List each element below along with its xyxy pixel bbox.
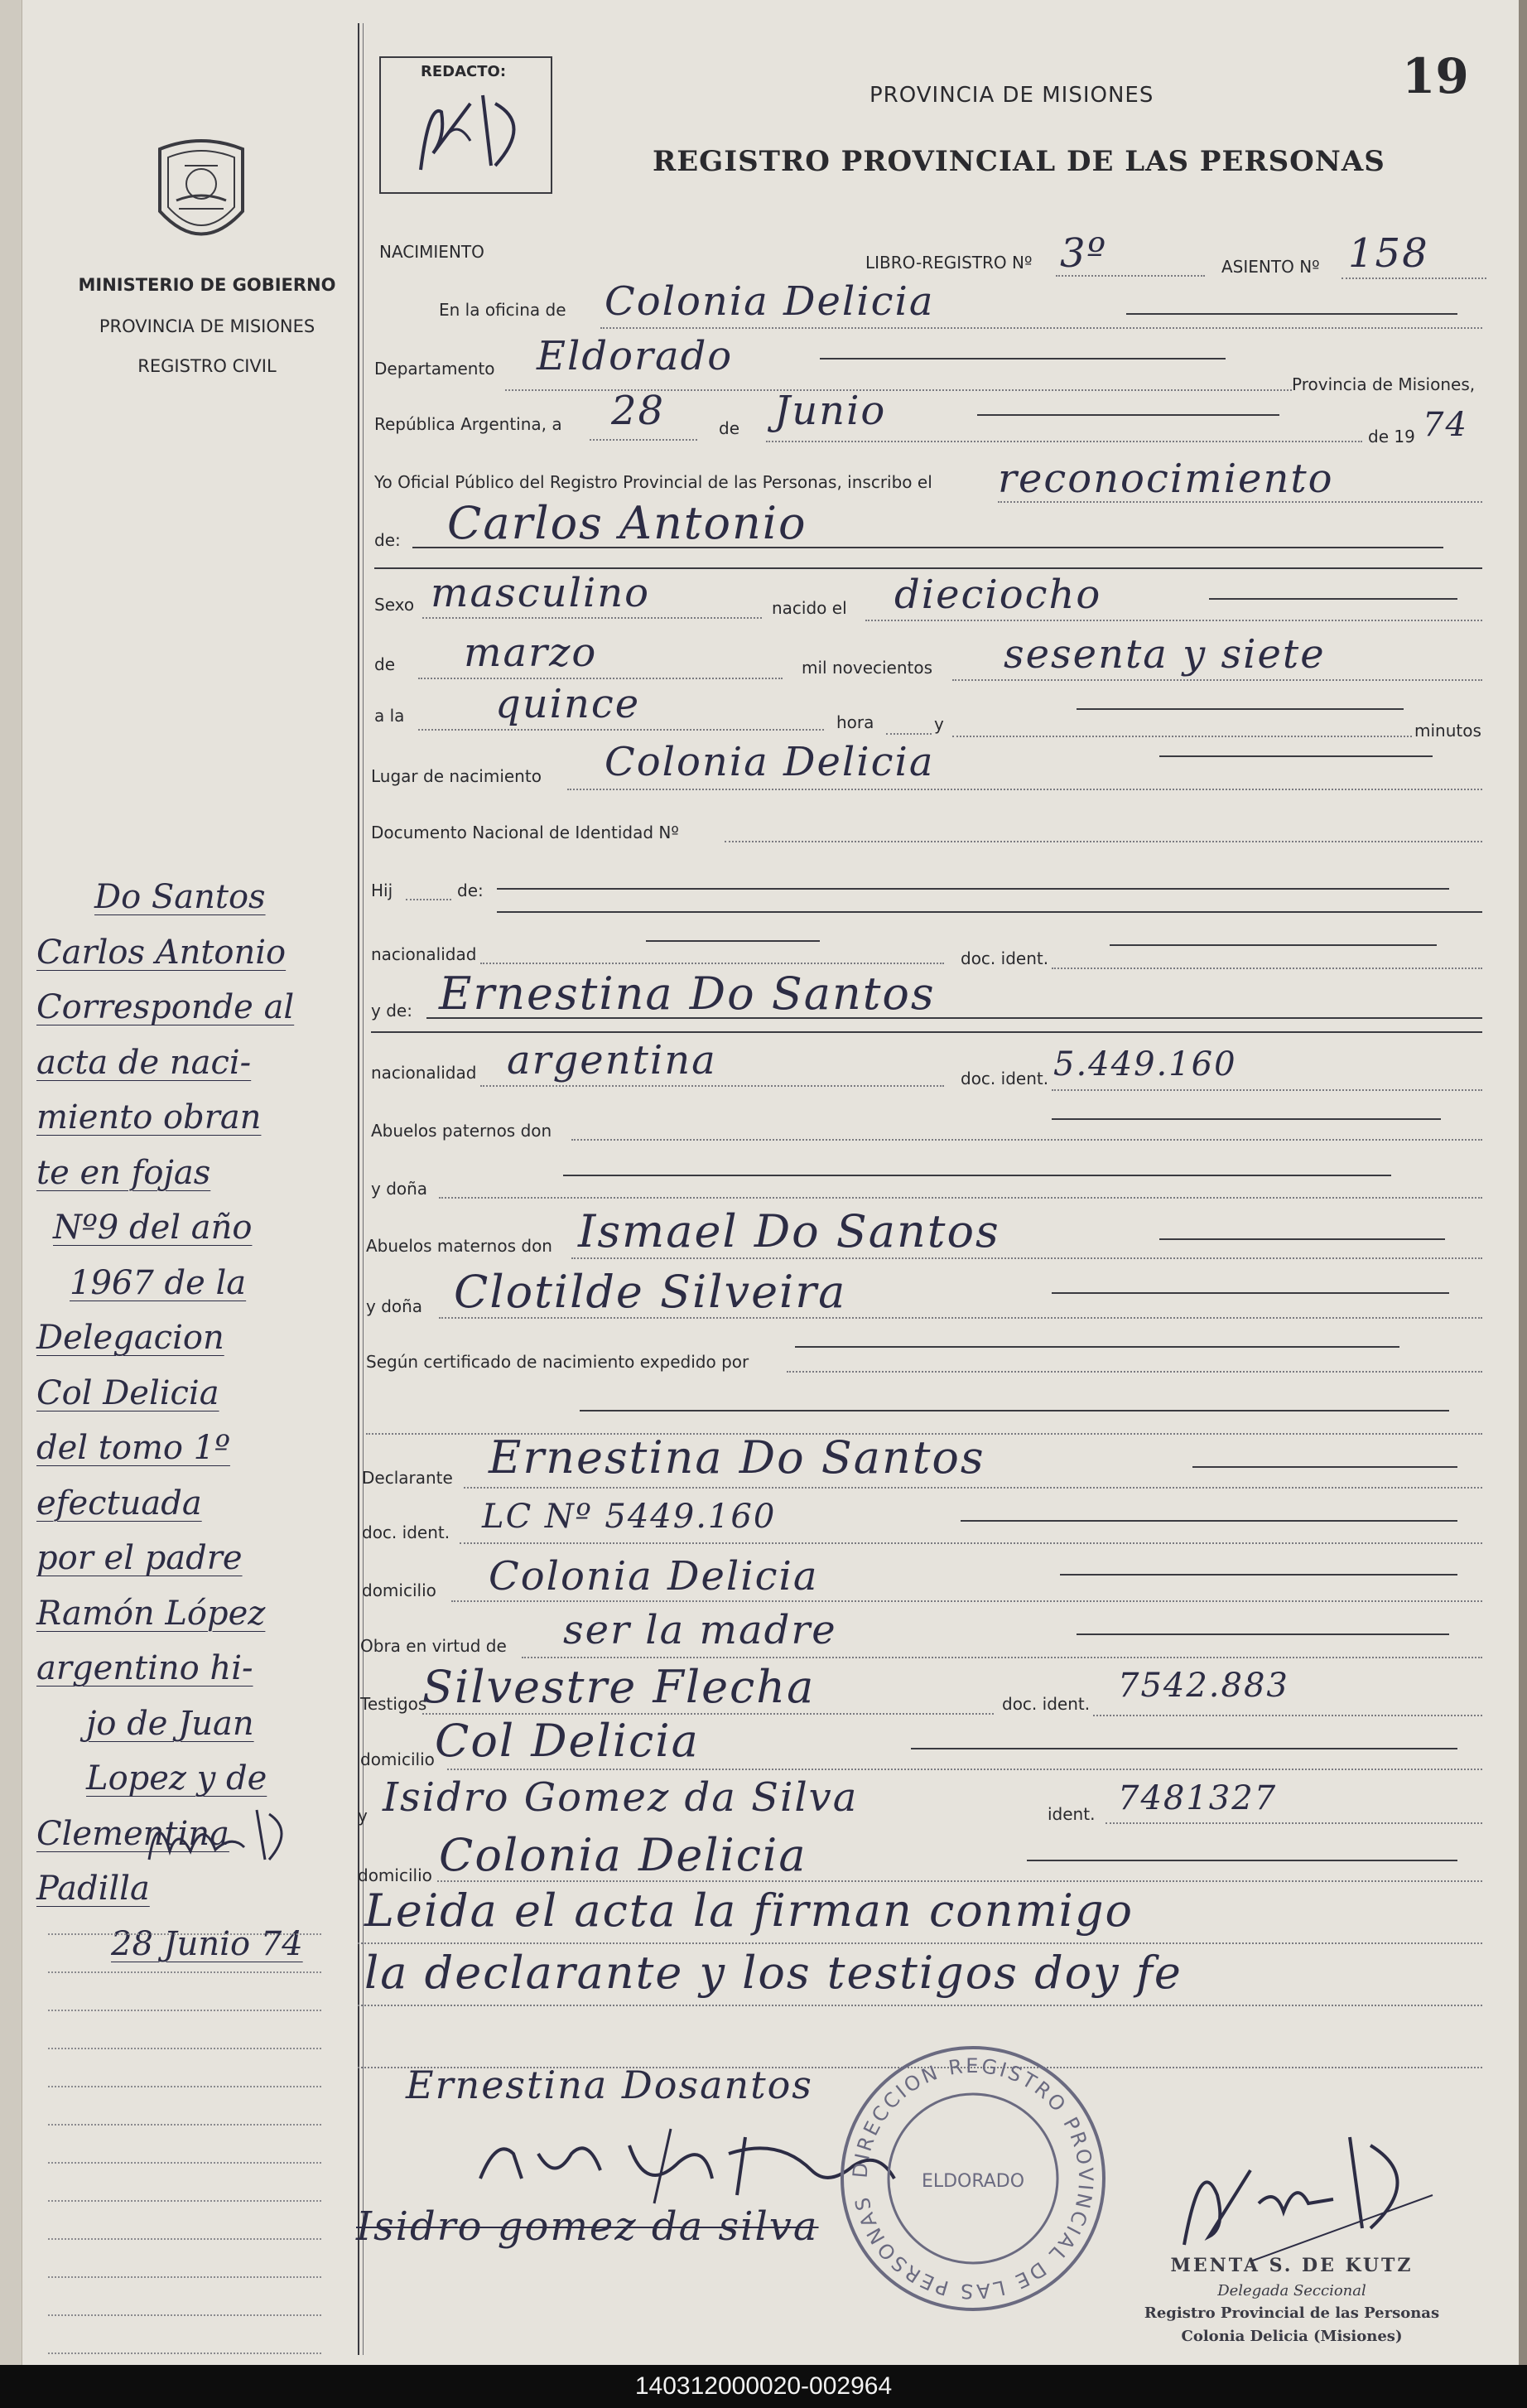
marginal-note-line: Padilla bbox=[36, 1870, 150, 1908]
sexo-label: Sexo bbox=[374, 595, 415, 615]
doc-ident-declarante-value: LC Nº 5449.160 bbox=[482, 1498, 777, 1536]
mes-nac-value: marzo bbox=[464, 630, 598, 676]
nacimiento-label: NACIMIENTO bbox=[379, 242, 484, 262]
closing-line-1: Leida el acta la firman conmigo bbox=[364, 1884, 1134, 1937]
doc-ident-testigo1-value: 7542.883 bbox=[1118, 1667, 1289, 1705]
marginal-note-line: por el padre bbox=[36, 1539, 243, 1577]
hij-label: Hij bbox=[371, 881, 393, 900]
nacionalidad-label: nacionalidad bbox=[371, 944, 477, 964]
dia-value: 28 bbox=[611, 388, 666, 434]
domicilio-testigo1-label: domicilio bbox=[360, 1749, 435, 1769]
de-nombre-label: de: bbox=[374, 530, 401, 550]
nombre-value: Carlos Antonio bbox=[447, 497, 807, 549]
registry-title: REGISTRO PROVINCIAL DE LAS PERSONAS bbox=[653, 145, 1385, 178]
domicilio-value: Colonia Delicia bbox=[489, 1553, 819, 1600]
abuelos-maternos-label: Abuelos maternos don bbox=[366, 1236, 552, 1256]
testigo2-value: Isidro Gomez da Silva bbox=[383, 1774, 859, 1821]
oficina-label: En la oficina de bbox=[439, 300, 566, 320]
yo-oficial-label: Yo Oficial Público del Registro Provincial de las Personas, inscribo el bbox=[374, 472, 932, 492]
domicilio-label: domicilio bbox=[362, 1580, 436, 1600]
de-label: de bbox=[719, 418, 739, 438]
nacionalidad-madre-label: nacionalidad bbox=[371, 1063, 477, 1083]
y-de-label: y de: bbox=[371, 1001, 412, 1021]
marginal-note-line: argentino hi- bbox=[36, 1649, 253, 1687]
anio-label: de 19 bbox=[1368, 427, 1415, 446]
marginal-note-line: Ramón López bbox=[36, 1594, 266, 1633]
registro-civil-label: REGISTRO CIVIL bbox=[137, 356, 277, 376]
marginal-note-line: del tomo 1º bbox=[36, 1429, 230, 1467]
asiento-label: ASIENTO Nº bbox=[1221, 257, 1320, 277]
marginal-note-line: 28 Junio 74 bbox=[111, 1924, 303, 1963]
redacto-initials bbox=[396, 87, 537, 182]
marginal-note-line: Col Delicia bbox=[36, 1373, 219, 1412]
marginal-note-line: efectuada bbox=[36, 1484, 202, 1522]
doc-ident-madre-value: 5.449.160 bbox=[1053, 1045, 1237, 1083]
anio-value: 74 bbox=[1423, 406, 1468, 444]
mes-value: Junio bbox=[774, 388, 887, 434]
image-code-footer: 140312000020-002964 bbox=[0, 2365, 1527, 2408]
hora-value: quince bbox=[495, 681, 641, 727]
stamp-ring-text: DIRECCION REGISTRO PROVINCIAL DE LAS PERSONAS bbox=[848, 2053, 1098, 2304]
ident-testigo2-label: ident. bbox=[1048, 1804, 1096, 1824]
signature-ernestina: Ernestina Dosantos bbox=[406, 2063, 813, 2107]
domicilio-testigo1-value: Col Delicia bbox=[435, 1715, 700, 1767]
departamento-value: Eldorado bbox=[537, 333, 734, 379]
doc-ident-madre-label: doc. ident. bbox=[961, 1069, 1049, 1088]
closing-line-2: la declarante y los testigos doy fe bbox=[364, 1947, 1183, 1999]
abuelos-maternos-value: Ismael Do Santos bbox=[578, 1205, 1000, 1257]
hora-label: hora bbox=[836, 712, 874, 732]
mil-novecientos-label: mil novecientos bbox=[802, 658, 933, 678]
y-testigo2-label: y bbox=[358, 1806, 368, 1826]
province-seal-icon bbox=[147, 133, 255, 257]
nacionalidad-madre-value: argentina bbox=[507, 1037, 717, 1083]
obra-label: Obra en virtud de bbox=[360, 1636, 507, 1656]
oficina-value: Colonia Delicia bbox=[605, 278, 935, 325]
page-number: 19 bbox=[1402, 48, 1469, 104]
official-signature bbox=[1151, 2121, 1441, 2270]
anio-nac-value: sesenta y siete bbox=[1004, 631, 1326, 678]
lugar-value: Colonia Delicia bbox=[605, 739, 935, 785]
marginal-note-line: te en fojas bbox=[36, 1153, 211, 1192]
libro-value: 3º bbox=[1060, 230, 1108, 277]
marginal-signature bbox=[132, 1802, 298, 1876]
marginal-note-line: Clementina bbox=[36, 1814, 229, 1853]
official-role: Delegada Seccional bbox=[1217, 2282, 1366, 2299]
official-place: Colonia Delicia (Misiones) bbox=[1181, 2328, 1403, 2345]
declarante-value: Ernestina Do Santos bbox=[489, 1431, 985, 1484]
y-dona-materna-value: Clotilde Silveira bbox=[454, 1266, 847, 1318]
signature-isidro: Isidro gomez da silva bbox=[356, 2203, 819, 2250]
marginal-note-line: Nº9 del año bbox=[53, 1209, 253, 1247]
marginal-note-line: Lopez y de bbox=[86, 1759, 267, 1798]
marginal-note-line: Delegacion bbox=[36, 1319, 224, 1357]
segun-certificado-label: Según certificado de nacimiento expedido por bbox=[366, 1352, 749, 1372]
stamp-center-text: ELDORADO bbox=[921, 2171, 1025, 2192]
testigo1-value: Silvestre Flecha bbox=[422, 1661, 816, 1713]
registry-stamp bbox=[836, 2042, 1110, 2315]
marginal-note-line: 1967 de la bbox=[70, 1263, 247, 1302]
marginal-note-line: miento obran bbox=[36, 1098, 262, 1136]
lugar-label: Lugar de nacimiento bbox=[371, 766, 542, 786]
marginal-note-line: jo de Juan bbox=[86, 1704, 254, 1743]
yo-value: reconocimiento bbox=[998, 456, 1334, 502]
y-dona-materna-label: y doña bbox=[366, 1296, 423, 1316]
marginal-note-line: Carlos Antonio bbox=[36, 933, 287, 972]
nacido-label: nacido el bbox=[772, 598, 847, 618]
marginal-note-line: Do Santos bbox=[94, 878, 266, 916]
province-heading: PROVINCIA DE MISIONES bbox=[869, 83, 1154, 108]
y-dona-label: y doña bbox=[371, 1179, 428, 1199]
page-edge bbox=[1519, 0, 1527, 2365]
departamento-label: Departamento bbox=[374, 359, 495, 379]
official-office: Registro Provincial de las Personas bbox=[1144, 2304, 1440, 2322]
domicilio-testigo2-value: Colonia Delicia bbox=[439, 1829, 807, 1881]
dni-label: Documento Nacional de Identidad Nº bbox=[371, 823, 679, 842]
doc-ident-label: doc. ident. bbox=[961, 948, 1049, 968]
page-binding bbox=[0, 0, 22, 2365]
testigos-label: Testigos bbox=[360, 1694, 427, 1714]
ministerio-label: MINISTERIO DE GOBIERNO bbox=[78, 275, 336, 295]
marginal-note-line: Corresponde al bbox=[36, 988, 295, 1026]
doc-ident-declarante-label: doc. ident. bbox=[362, 1522, 450, 1542]
official-name: MENTA S. DE KUTZ bbox=[1170, 2255, 1414, 2276]
abuelos-paternos-label: Abuelos paternos don bbox=[371, 1121, 552, 1141]
hij-de-label: de: bbox=[457, 881, 484, 900]
provincia-label: PROVINCIA DE MISIONES bbox=[99, 316, 316, 336]
minutos-label: minutos bbox=[1414, 721, 1481, 741]
marginal-blank-lines bbox=[48, 1897, 321, 2354]
madre-value: Ernestina Do Santos bbox=[439, 968, 936, 1020]
asiento-value: 158 bbox=[1348, 230, 1429, 277]
obra-value: ser la madre bbox=[563, 1607, 837, 1653]
nacido-value: dieciocho bbox=[894, 572, 1102, 618]
ident-testigo2-value: 7481327 bbox=[1118, 1779, 1278, 1817]
sexo-value: masculino bbox=[431, 570, 651, 616]
de-mes-label: de bbox=[374, 654, 395, 674]
y-label: y bbox=[934, 714, 944, 734]
a-la-label: a la bbox=[374, 706, 405, 726]
doc-ident-testigo1-label: doc. ident. bbox=[1002, 1694, 1091, 1714]
domicilio-testigo2-label: domicilio bbox=[358, 1865, 432, 1885]
provincia-label-form: Provincia de Misiones, bbox=[1292, 374, 1476, 394]
declarante-label: Declarante bbox=[362, 1468, 453, 1488]
marginal-note-line: acta de naci- bbox=[36, 1043, 252, 1082]
republica-label: República Argentina, a bbox=[374, 414, 562, 434]
libro-label: LIBRO-REGISTRO Nº bbox=[865, 253, 1033, 273]
redacto-label: REDACTO: bbox=[421, 63, 507, 80]
